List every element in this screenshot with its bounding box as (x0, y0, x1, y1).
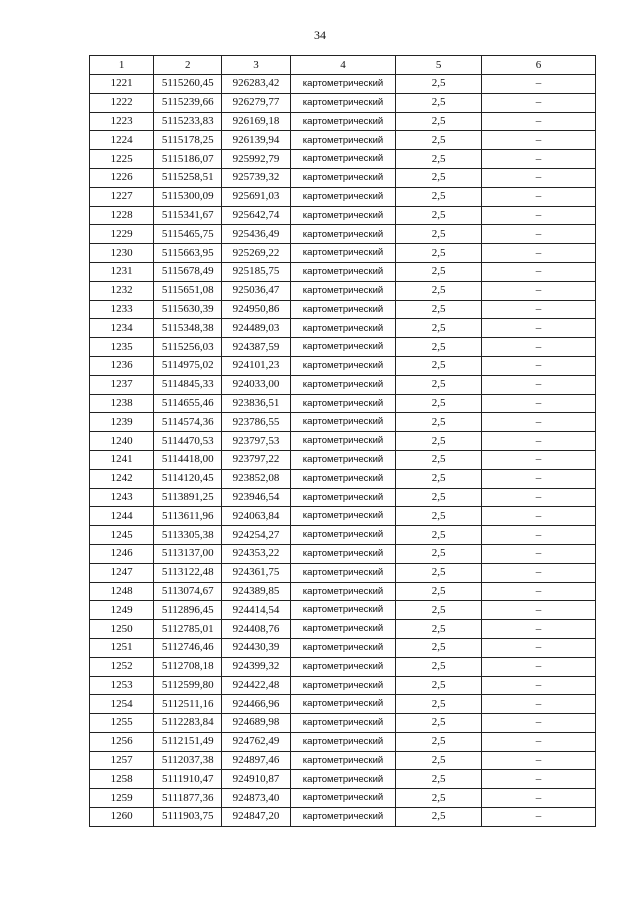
y-coordinate-cell: 925185,75 (222, 262, 290, 281)
accuracy-cell: 2,5 (396, 187, 482, 206)
table-row (90, 225, 596, 244)
description-cell: – (481, 225, 595, 244)
point-number-cell: 1242 (90, 469, 154, 488)
table-row (90, 601, 596, 620)
x-coordinate-cell: 5114470,53 (154, 432, 222, 451)
point-number-cell: 1230 (90, 244, 154, 263)
table-row (90, 300, 596, 319)
accuracy-cell: 2,5 (396, 751, 482, 770)
x-coordinate-cell: 5113305,38 (154, 526, 222, 545)
x-coordinate-cell: 5115465,75 (154, 225, 222, 244)
y-coordinate-cell: 924361,75 (222, 563, 290, 582)
table-row (90, 450, 596, 469)
header-cell: 6 (481, 56, 595, 75)
description-cell: – (481, 732, 595, 751)
accuracy-cell: 2,5 (396, 319, 482, 338)
description-cell: – (481, 695, 595, 714)
table-row (90, 657, 596, 676)
table-row (90, 469, 596, 488)
x-coordinate-cell: 5115186,07 (154, 150, 222, 169)
accuracy-cell: 2,5 (396, 168, 482, 187)
y-coordinate-cell: 925036,47 (222, 281, 290, 300)
y-coordinate-cell: 923797,22 (222, 450, 290, 469)
point-number-cell: 1256 (90, 732, 154, 751)
point-number-cell: 1233 (90, 300, 154, 319)
x-coordinate-cell: 5113074,67 (154, 582, 222, 601)
description-cell: – (481, 638, 595, 657)
method-cell: картометрический (290, 601, 396, 620)
point-number-cell: 1232 (90, 281, 154, 300)
method-cell: картометрический (290, 75, 396, 94)
table-row (90, 168, 596, 187)
point-number-cell: 1237 (90, 375, 154, 394)
y-coordinate-cell: 925436,49 (222, 225, 290, 244)
accuracy-cell: 2,5 (396, 789, 482, 808)
description-cell: – (481, 488, 595, 507)
description-cell: – (481, 93, 595, 112)
y-coordinate-cell: 926283,42 (222, 75, 290, 94)
x-coordinate-cell: 5115233,83 (154, 112, 222, 131)
x-coordinate-cell: 5115300,09 (154, 187, 222, 206)
x-coordinate-cell: 5115651,08 (154, 281, 222, 300)
y-coordinate-cell: 924399,32 (222, 657, 290, 676)
table-row (90, 488, 596, 507)
table-row (90, 394, 596, 413)
method-cell: картометрический (290, 338, 396, 357)
y-coordinate-cell: 924353,22 (222, 544, 290, 563)
accuracy-cell: 2,5 (396, 375, 482, 394)
description-cell: – (481, 657, 595, 676)
description-cell: – (481, 770, 595, 789)
y-coordinate-cell: 924430,39 (222, 638, 290, 657)
point-number-cell: 1259 (90, 789, 154, 808)
x-coordinate-cell: 5115341,67 (154, 206, 222, 225)
x-coordinate-cell: 5115256,03 (154, 338, 222, 357)
table-row (90, 620, 596, 639)
y-coordinate-cell: 924254,27 (222, 526, 290, 545)
x-coordinate-cell: 5113611,96 (154, 507, 222, 526)
method-cell: картометрический (290, 150, 396, 169)
description-cell: – (481, 75, 595, 94)
table-row (90, 413, 596, 432)
description-cell: – (481, 168, 595, 187)
description-cell: – (481, 601, 595, 620)
point-number-cell: 1222 (90, 93, 154, 112)
method-cell: картометрический (290, 375, 396, 394)
table-row (90, 375, 596, 394)
accuracy-cell: 2,5 (396, 281, 482, 300)
accuracy-cell: 2,5 (396, 488, 482, 507)
description-cell: – (481, 469, 595, 488)
x-coordinate-cell: 5114845,33 (154, 375, 222, 394)
y-coordinate-cell: 924414,54 (222, 601, 290, 620)
point-number-cell: 1234 (90, 319, 154, 338)
accuracy-cell: 2,5 (396, 432, 482, 451)
table-row (90, 563, 596, 582)
x-coordinate-cell: 5115663,95 (154, 244, 222, 263)
y-coordinate-cell: 924847,20 (222, 808, 290, 827)
table-row (90, 676, 596, 695)
method-cell: картометрический (290, 657, 396, 676)
accuracy-cell: 2,5 (396, 544, 482, 563)
y-coordinate-cell: 925269,22 (222, 244, 290, 263)
method-cell: картометрический (290, 488, 396, 507)
y-coordinate-cell: 924389,85 (222, 582, 290, 601)
point-number-cell: 1248 (90, 582, 154, 601)
x-coordinate-cell: 5112708,18 (154, 657, 222, 676)
method-cell: картометрический (290, 93, 396, 112)
y-coordinate-cell: 923786,55 (222, 413, 290, 432)
method-cell: картометрический (290, 563, 396, 582)
table-row (90, 356, 596, 375)
description-cell: – (481, 676, 595, 695)
point-number-cell: 1226 (90, 168, 154, 187)
description-cell: – (481, 526, 595, 545)
method-cell: картометрический (290, 450, 396, 469)
y-coordinate-cell: 926139,94 (222, 131, 290, 150)
description-cell: – (481, 206, 595, 225)
x-coordinate-cell: 5114975,02 (154, 356, 222, 375)
x-coordinate-cell: 5111910,47 (154, 770, 222, 789)
description-cell: – (481, 112, 595, 131)
table-row (90, 206, 596, 225)
accuracy-cell: 2,5 (396, 657, 482, 676)
method-cell: картометрический (290, 714, 396, 733)
point-number-cell: 1238 (90, 394, 154, 413)
point-number-cell: 1228 (90, 206, 154, 225)
y-coordinate-cell: 924101,23 (222, 356, 290, 375)
x-coordinate-cell: 5115258,51 (154, 168, 222, 187)
method-cell: картометрический (290, 319, 396, 338)
x-coordinate-cell: 5115348,38 (154, 319, 222, 338)
table-row (90, 75, 596, 94)
point-number-cell: 1240 (90, 432, 154, 451)
method-cell: картометрический (290, 544, 396, 563)
method-cell: картометрический (290, 413, 396, 432)
x-coordinate-cell: 5114655,46 (154, 394, 222, 413)
method-cell: картометрический (290, 262, 396, 281)
point-number-cell: 1239 (90, 413, 154, 432)
method-cell: картометрический (290, 281, 396, 300)
y-coordinate-cell: 925992,79 (222, 150, 290, 169)
description-cell: – (481, 714, 595, 733)
y-coordinate-cell: 924762,49 (222, 732, 290, 751)
x-coordinate-cell: 5112599,80 (154, 676, 222, 695)
accuracy-cell: 2,5 (396, 150, 482, 169)
accuracy-cell: 2,5 (396, 394, 482, 413)
method-cell: картометрический (290, 244, 396, 263)
table-row (90, 526, 596, 545)
table-row (90, 93, 596, 112)
table-header-row (90, 56, 596, 75)
accuracy-cell: 2,5 (396, 695, 482, 714)
description-cell: – (481, 620, 595, 639)
y-coordinate-cell: 923797,53 (222, 432, 290, 451)
y-coordinate-cell: 924910,87 (222, 770, 290, 789)
point-number-cell: 1243 (90, 488, 154, 507)
description-cell: – (481, 751, 595, 770)
y-coordinate-cell: 923946,54 (222, 488, 290, 507)
x-coordinate-cell: 5112283,84 (154, 714, 222, 733)
x-coordinate-cell: 5111903,75 (154, 808, 222, 827)
point-number-cell: 1252 (90, 657, 154, 676)
point-number-cell: 1241 (90, 450, 154, 469)
point-number-cell: 1225 (90, 150, 154, 169)
x-coordinate-cell: 5114574,36 (154, 413, 222, 432)
accuracy-cell: 2,5 (396, 808, 482, 827)
accuracy-cell: 2,5 (396, 469, 482, 488)
description-cell: – (481, 319, 595, 338)
point-number-cell: 1224 (90, 131, 154, 150)
accuracy-cell: 2,5 (396, 112, 482, 131)
description-cell: – (481, 131, 595, 150)
x-coordinate-cell: 5112151,49 (154, 732, 222, 751)
table-row (90, 131, 596, 150)
accuracy-cell: 2,5 (396, 620, 482, 639)
table-row (90, 507, 596, 526)
method-cell: картометрический (290, 356, 396, 375)
description-cell: – (481, 300, 595, 319)
page-number: 34 (314, 28, 326, 42)
description-cell: – (481, 394, 595, 413)
x-coordinate-cell: 5114120,45 (154, 469, 222, 488)
method-cell: картометрический (290, 526, 396, 545)
y-coordinate-cell: 924950,86 (222, 300, 290, 319)
accuracy-cell: 2,5 (396, 732, 482, 751)
x-coordinate-cell: 5112746,46 (154, 638, 222, 657)
table-row (90, 112, 596, 131)
point-number-cell: 1231 (90, 262, 154, 281)
point-number-cell: 1247 (90, 563, 154, 582)
point-number-cell: 1245 (90, 526, 154, 545)
method-cell: картометрический (290, 638, 396, 657)
method-cell: картометрический (290, 507, 396, 526)
y-coordinate-cell: 924063,84 (222, 507, 290, 526)
method-cell: картометрический (290, 808, 396, 827)
x-coordinate-cell: 5115260,45 (154, 75, 222, 94)
y-coordinate-cell: 924408,76 (222, 620, 290, 639)
header-cell: 2 (154, 56, 222, 75)
method-cell: картометрический (290, 751, 396, 770)
table-row (90, 789, 596, 808)
x-coordinate-cell: 5115678,49 (154, 262, 222, 281)
accuracy-cell: 2,5 (396, 244, 482, 263)
table-row (90, 714, 596, 733)
y-coordinate-cell: 924689,98 (222, 714, 290, 733)
accuracy-cell: 2,5 (396, 450, 482, 469)
method-cell: картометрический (290, 168, 396, 187)
method-cell: картометрический (290, 206, 396, 225)
x-coordinate-cell: 5113122,48 (154, 563, 222, 582)
method-cell: картометрический (290, 112, 396, 131)
point-number-cell: 1236 (90, 356, 154, 375)
point-number-cell: 1246 (90, 544, 154, 563)
description-cell: – (481, 544, 595, 563)
method-cell: картометрический (290, 695, 396, 714)
accuracy-cell: 2,5 (396, 526, 482, 545)
method-cell: картометрический (290, 469, 396, 488)
point-number-cell: 1257 (90, 751, 154, 770)
accuracy-cell: 2,5 (396, 601, 482, 620)
y-coordinate-cell: 926279,77 (222, 93, 290, 112)
point-number-cell: 1254 (90, 695, 154, 714)
y-coordinate-cell: 925691,03 (222, 187, 290, 206)
accuracy-cell: 2,5 (396, 770, 482, 789)
x-coordinate-cell: 5113137,00 (154, 544, 222, 563)
method-cell: картометрический (290, 187, 396, 206)
x-coordinate-cell: 5115630,39 (154, 300, 222, 319)
table-row (90, 432, 596, 451)
method-cell: картометрический (290, 770, 396, 789)
description-cell: – (481, 413, 595, 432)
description-cell: – (481, 808, 595, 827)
y-coordinate-cell: 923852,08 (222, 469, 290, 488)
accuracy-cell: 2,5 (396, 338, 482, 357)
accuracy-cell: 2,5 (396, 413, 482, 432)
table-row (90, 582, 596, 601)
y-coordinate-cell: 924489,03 (222, 319, 290, 338)
accuracy-cell: 2,5 (396, 676, 482, 695)
y-coordinate-cell: 924387,59 (222, 338, 290, 357)
header-cell: 5 (396, 56, 482, 75)
y-coordinate-cell: 924897,46 (222, 751, 290, 770)
x-coordinate-cell: 5111877,36 (154, 789, 222, 808)
point-number-cell: 1251 (90, 638, 154, 657)
table-row (90, 732, 596, 751)
header-cell: 1 (90, 56, 154, 75)
accuracy-cell: 2,5 (396, 75, 482, 94)
point-number-cell: 1258 (90, 770, 154, 789)
description-cell: – (481, 375, 595, 394)
point-number-cell: 1255 (90, 714, 154, 733)
description-cell: – (481, 507, 595, 526)
table-row (90, 281, 596, 300)
accuracy-cell: 2,5 (396, 225, 482, 244)
x-coordinate-cell: 5112896,45 (154, 601, 222, 620)
x-coordinate-cell: 5112511,16 (154, 695, 222, 714)
x-coordinate-cell: 5114418,00 (154, 450, 222, 469)
table-row (90, 262, 596, 281)
method-cell: картометрический (290, 582, 396, 601)
accuracy-cell: 2,5 (396, 563, 482, 582)
point-number-cell: 1250 (90, 620, 154, 639)
point-number-cell: 1260 (90, 808, 154, 827)
table-row (90, 150, 596, 169)
accuracy-cell: 2,5 (396, 714, 482, 733)
point-number-cell: 1235 (90, 338, 154, 357)
description-cell: – (481, 432, 595, 451)
table-row (90, 319, 596, 338)
description-cell: – (481, 281, 595, 300)
point-number-cell: 1249 (90, 601, 154, 620)
y-coordinate-cell: 925739,32 (222, 168, 290, 187)
description-cell: – (481, 563, 595, 582)
table-body (90, 56, 596, 827)
accuracy-cell: 2,5 (396, 356, 482, 375)
method-cell: картометрический (290, 620, 396, 639)
point-number-cell: 1221 (90, 75, 154, 94)
description-cell: – (481, 582, 595, 601)
accuracy-cell: 2,5 (396, 131, 482, 150)
method-cell: картометрический (290, 300, 396, 319)
y-coordinate-cell: 924033,00 (222, 375, 290, 394)
description-cell: – (481, 244, 595, 263)
point-number-cell: 1244 (90, 507, 154, 526)
x-coordinate-cell: 5112785,01 (154, 620, 222, 639)
table-row (90, 338, 596, 357)
method-cell: картометрический (290, 432, 396, 451)
coordinates-table (89, 55, 596, 827)
method-cell: картометрический (290, 732, 396, 751)
table-row (90, 808, 596, 827)
accuracy-cell: 2,5 (396, 262, 482, 281)
x-coordinate-cell: 5112037,38 (154, 751, 222, 770)
header-cell: 3 (222, 56, 290, 75)
method-cell: картометрический (290, 676, 396, 695)
table-row (90, 695, 596, 714)
point-number-cell: 1229 (90, 225, 154, 244)
table-row (90, 244, 596, 263)
accuracy-cell: 2,5 (396, 507, 482, 526)
table-row (90, 544, 596, 563)
point-number-cell: 1227 (90, 187, 154, 206)
y-coordinate-cell: 924873,40 (222, 789, 290, 808)
table-row (90, 751, 596, 770)
accuracy-cell: 2,5 (396, 93, 482, 112)
description-cell: – (481, 150, 595, 169)
description-cell: – (481, 187, 595, 206)
table-row (90, 638, 596, 657)
point-number-cell: 1253 (90, 676, 154, 695)
y-coordinate-cell: 924422,48 (222, 676, 290, 695)
x-coordinate-cell: 5115178,25 (154, 131, 222, 150)
y-coordinate-cell: 925642,74 (222, 206, 290, 225)
table-row (90, 770, 596, 789)
description-cell: – (481, 338, 595, 357)
method-cell: картометрический (290, 131, 396, 150)
method-cell: картометрический (290, 225, 396, 244)
description-cell: – (481, 262, 595, 281)
point-number-cell: 1223 (90, 112, 154, 131)
x-coordinate-cell: 5115239,66 (154, 93, 222, 112)
description-cell: – (481, 356, 595, 375)
y-coordinate-cell: 924466,96 (222, 695, 290, 714)
method-cell: картометрический (290, 789, 396, 808)
x-coordinate-cell: 5113891,25 (154, 488, 222, 507)
accuracy-cell: 2,5 (396, 582, 482, 601)
accuracy-cell: 2,5 (396, 300, 482, 319)
description-cell: – (481, 789, 595, 808)
y-coordinate-cell: 923836,51 (222, 394, 290, 413)
header-cell: 4 (290, 56, 396, 75)
accuracy-cell: 2,5 (396, 638, 482, 657)
method-cell: картометрический (290, 394, 396, 413)
accuracy-cell: 2,5 (396, 206, 482, 225)
description-cell: – (481, 450, 595, 469)
table-row (90, 187, 596, 206)
y-coordinate-cell: 926169,18 (222, 112, 290, 131)
